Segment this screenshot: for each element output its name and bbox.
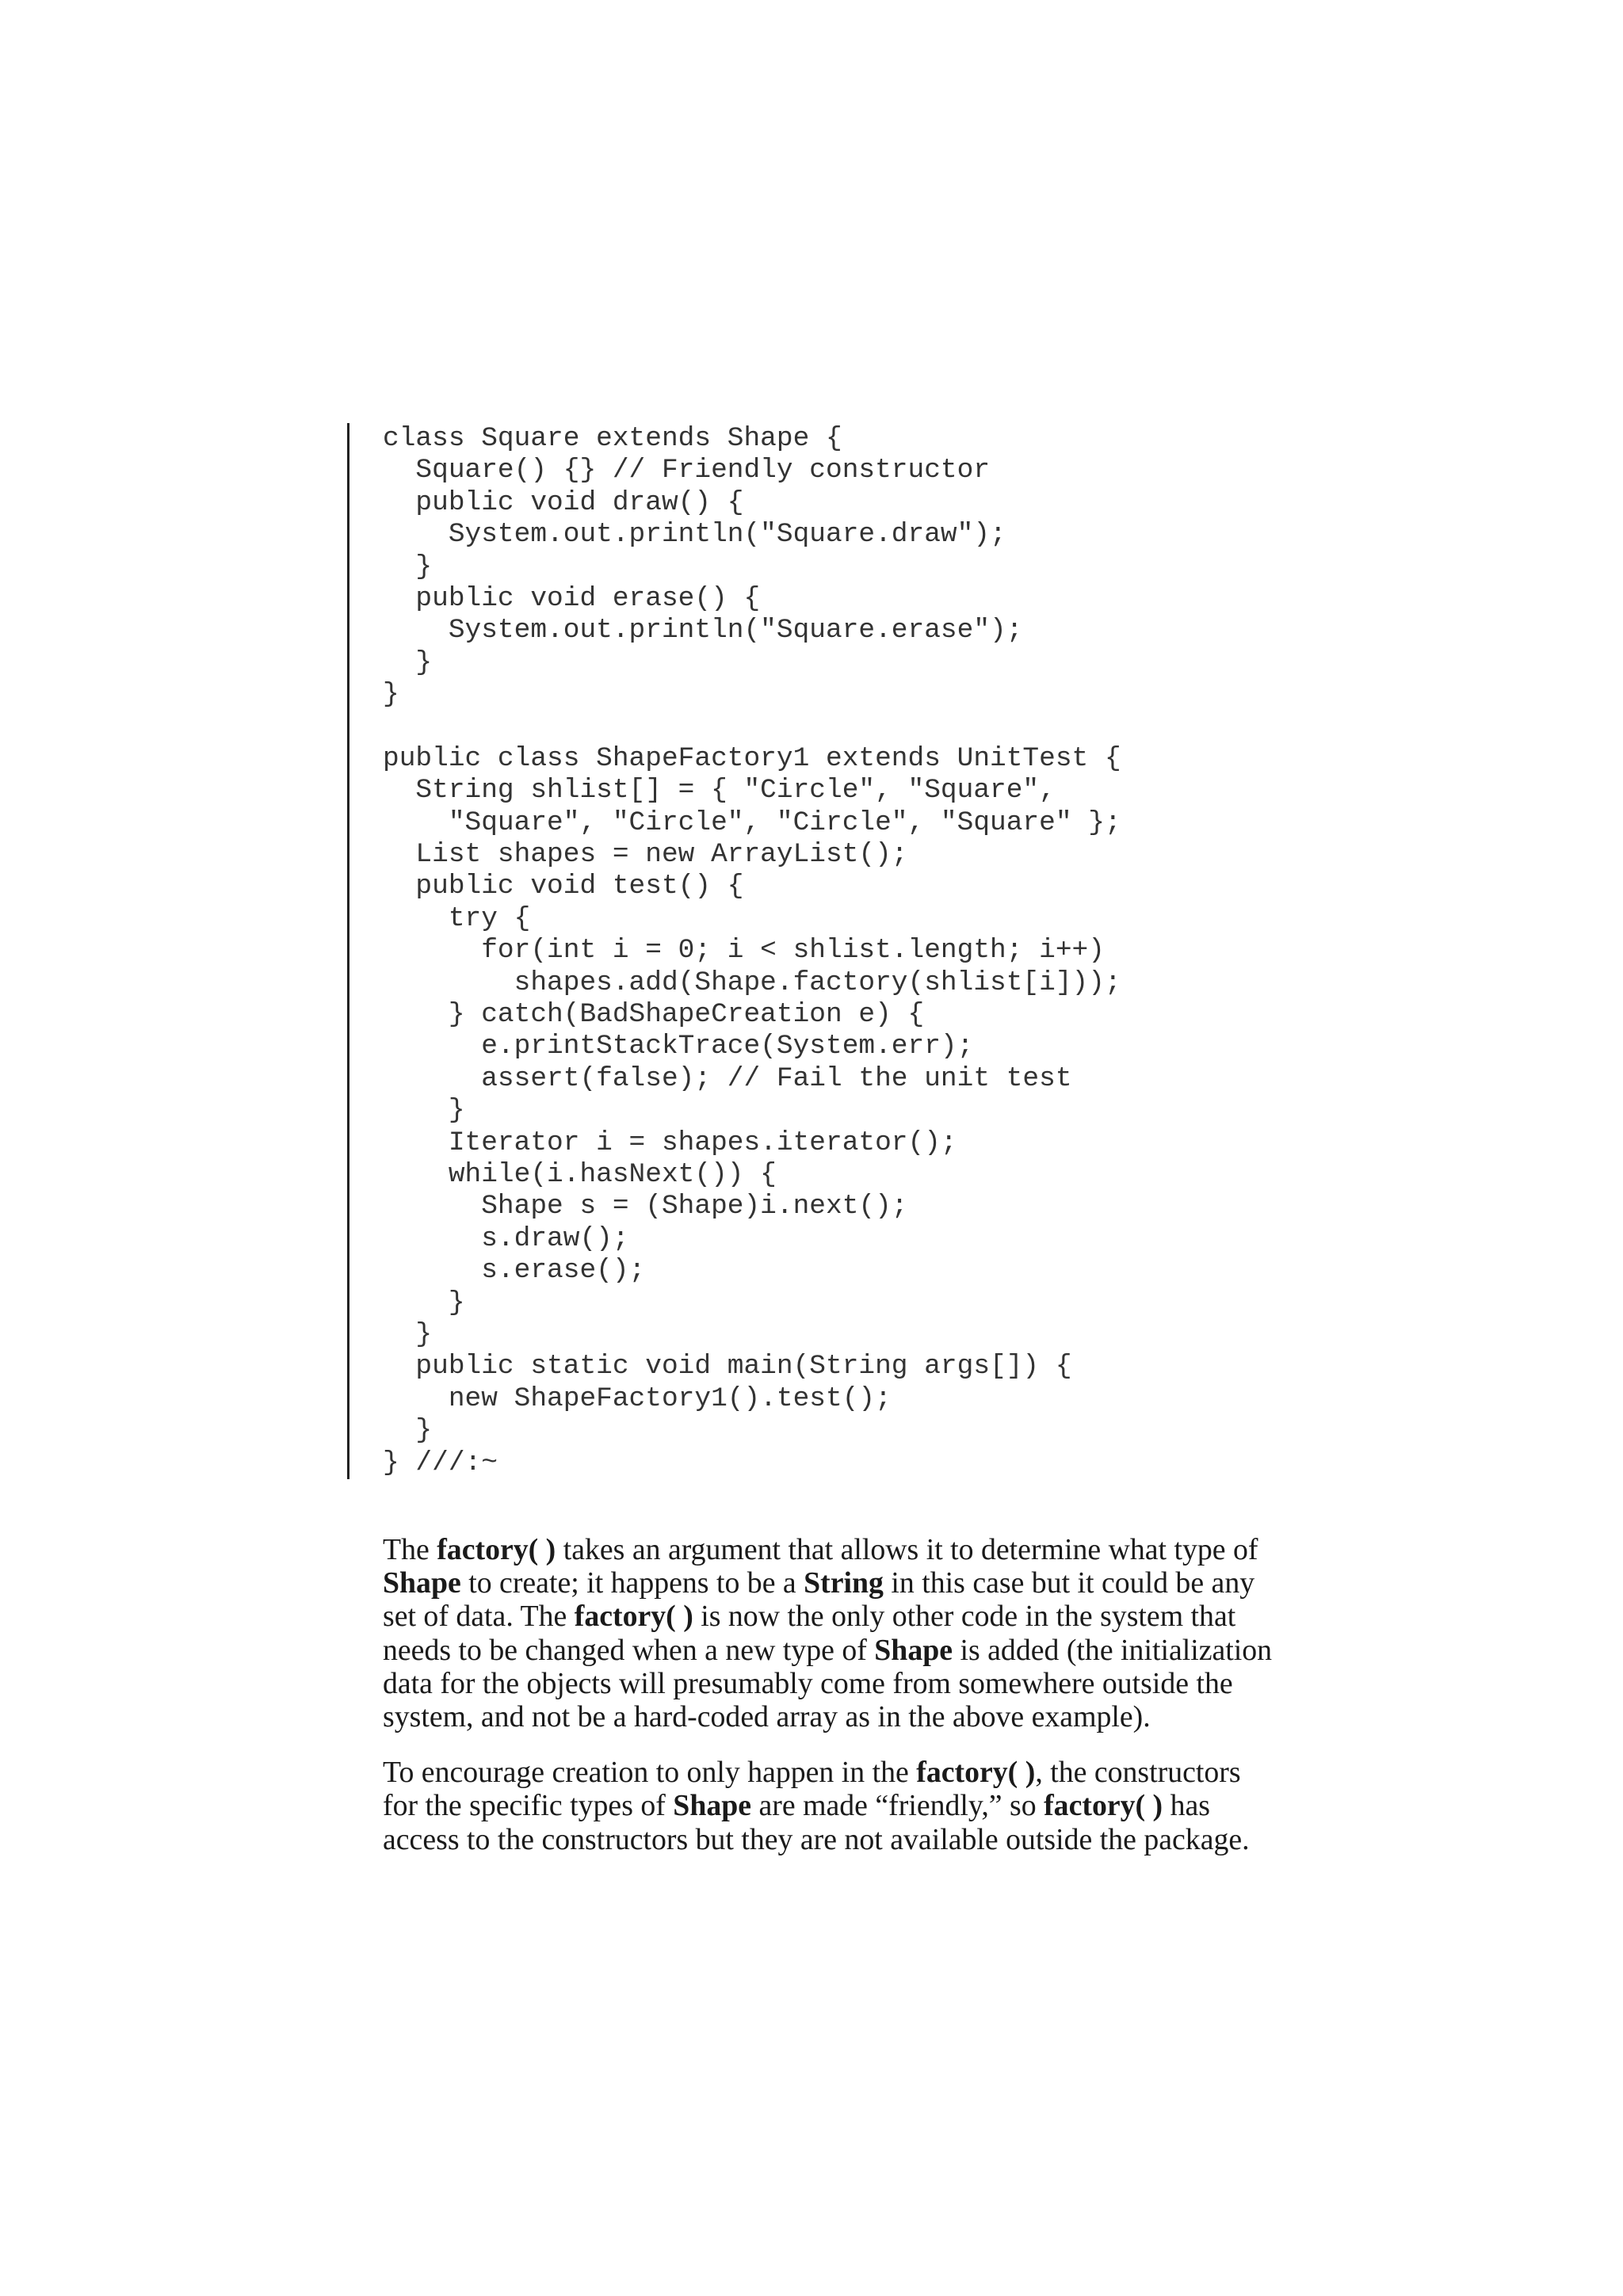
text-run: is now the only other code in the system that [693,1600,1236,1634]
code-term: String [804,1566,884,1600]
text-run: access to the constructors but they are not available outside the package. [383,1822,1250,1856]
code-line: while(i.hasNext()) { [383,1158,777,1190]
code-line: System.out.println("Square.draw"); [383,519,1006,551]
text-run: To encourage creation to only happen in the [383,1756,917,1790]
code-term: Shape [673,1789,752,1823]
code-line: public void erase() { [383,582,761,614]
code-term: factory( ) [437,1533,556,1566]
text-run: takes an argument that allows it to determine what type of [556,1533,1258,1566]
code-line: class Square extends Shape { [383,423,842,454]
code-line: public class ShapeFactory1 extends UnitTest { [383,742,1121,774]
body-text [383,1533,1365,1878]
code-line: public void draw() { [383,486,744,518]
paragraph [383,1533,1365,1733]
code-line: assert(false); // Fail the unit test [383,1062,1072,1094]
text-run: needs to be changed when a new type of [383,1633,875,1667]
code-line: Iterator i = shapes.iterator(); [383,1127,957,1158]
code-line: } [383,1415,433,1447]
code-line: String shlist[] = { "Circle", "Square", [383,775,1056,807]
code-line: for(int i = 0; i < shlist.length; i++) [383,935,1105,967]
text-run: system, and not be a hard-coded array as in the above example). [383,1700,1151,1734]
code-term: Shape [383,1566,461,1600]
code-line: e.printStackTrace(System.err); [383,1031,974,1062]
text-run: data for the objects will presumably come from somewhere outside the [383,1666,1233,1700]
text-run: has [1163,1789,1210,1823]
code-line: s.draw(); [383,1222,629,1254]
text-run: are made “friendly,” so [751,1789,1044,1823]
code-term: factory( ) [574,1600,693,1634]
code-term: Shape [874,1633,953,1667]
code-listing [347,423,1294,1479]
code-line: } [383,679,399,711]
code-line: try { [383,902,531,934]
code-term: factory( ) [1044,1789,1163,1823]
code-line: } [383,1318,433,1350]
code-line: public void test() { [383,871,744,902]
code-line: List shapes = new ArrayList(); [383,839,908,871]
code-line: System.out.println("Square.erase"); [383,615,1023,646]
code-line: public static void main(String args[]) { [383,1351,1072,1383]
text-run: The [383,1533,437,1566]
code-line [383,711,1294,743]
code-line: Square() {} // Friendly constructor [383,455,991,486]
code-line: } catch(BadShapeCreation e) { [383,999,925,1031]
code-line: "Square", "Circle", "Circle", "Square" }; [383,807,1121,838]
code-line: shapes.add(Shape.factory(shlist[i])); [383,967,1121,998]
code-line: } ///:~ [383,1447,498,1478]
code-line: new ShapeFactory1().test(); [383,1383,892,1414]
code-line: Shape s = (Shape)i.next(); [383,1191,908,1222]
text-run: in this case but it could be any [883,1566,1255,1600]
code-line: } [383,551,433,582]
paragraph [383,1756,1365,1856]
code-line: } [383,1287,465,1318]
code-term: factory( ) [916,1756,1036,1790]
code-line: } [383,1095,465,1127]
text-run: to create; it happens to be a [460,1566,804,1600]
text-run: , the constructors [1035,1756,1241,1790]
code-line: s.erase(); [383,1255,646,1287]
code-line: } [383,646,433,678]
text-run: for the specific types of [383,1789,674,1823]
text-run: is added (the initialization [953,1633,1273,1667]
text-run: set of data. The [383,1600,575,1634]
